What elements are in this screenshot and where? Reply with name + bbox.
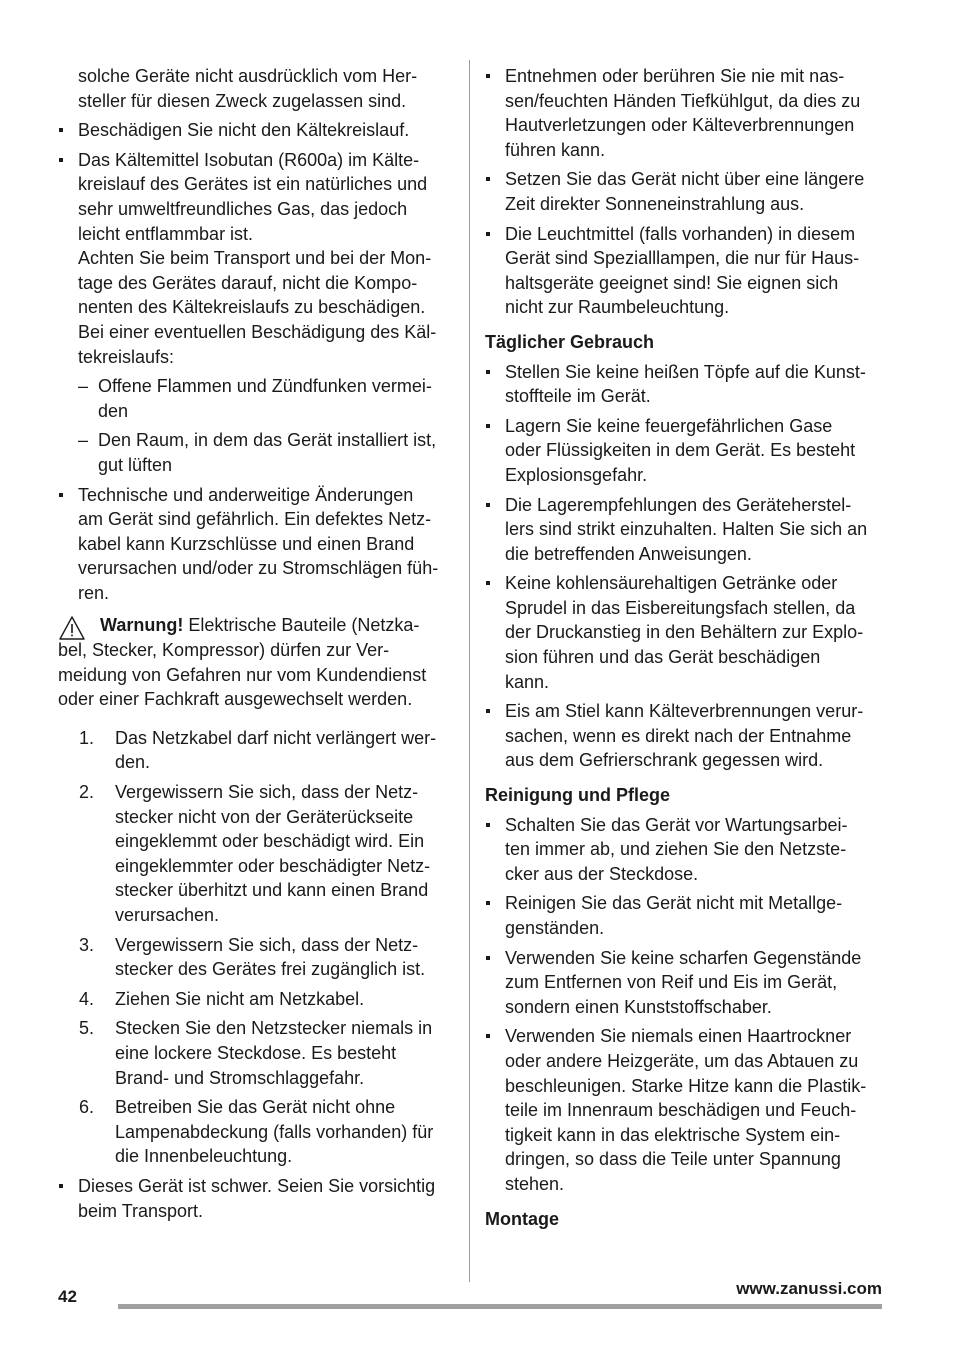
- text-line: verursachen und/oder zu Stromschlägen füh-: [78, 558, 439, 579]
- list-item: [58, 148, 458, 478]
- warning-text-cont: [58, 638, 458, 712]
- text-line: führen kann.: [505, 139, 606, 160]
- footer-url: www.zanussi.com: [736, 1279, 882, 1298]
- list-item: [485, 414, 885, 488]
- list-item: [485, 167, 885, 216]
- text-line: ten immer ab, und ziehen Sie den Netzste-: [505, 839, 847, 860]
- text-line: kreislauf des Gerätes ist ein natürliches und: [78, 174, 428, 195]
- text-line: leicht entflammbar ist.: [78, 223, 254, 244]
- text-line: Bei einer eventuellen Beschädigung des Käl-: [78, 321, 437, 342]
- text-line: steller für diesen Zweck zugelassen sind.: [78, 90, 407, 111]
- list-item: [58, 1174, 458, 1223]
- text-line: lers sind strikt einzuhalten. Halten Sie sich an: [505, 519, 868, 540]
- text-line: eingeklemmter oder beschädigter Netz-: [115, 855, 431, 876]
- list-item: [485, 64, 885, 162]
- text-line: Die Leuchtmittel (falls vorhanden) in diesem: [505, 223, 856, 244]
- list-item: [78, 374, 458, 423]
- text-line: Achten Sie beim Transport und bei der Mon-: [78, 248, 432, 269]
- list-item: [485, 222, 885, 320]
- text-line: gut lüften: [98, 454, 173, 475]
- text-line: aus dem Gefrierschrank gegessen wird.: [505, 750, 824, 771]
- right-bullet-list-1: [485, 64, 885, 320]
- text-line: – Den Raum, in dem das Gerät installiert ist,: [98, 430, 437, 451]
- text-line: dringen, so dass die Teile unter Spannung: [505, 1149, 841, 1170]
- text-line: oder einer Fachkraft ausgewechselt werden.: [58, 689, 413, 710]
- list-item: [485, 891, 885, 940]
- text-line: den.: [115, 752, 151, 773]
- text-line: stoffteile im Gerät.: [505, 386, 651, 407]
- text-line: verursachen.: [115, 905, 220, 925]
- list-item: 4. Ziehen Sie nicht am Netzkabel.: [58, 987, 458, 1012]
- text-line: Das Kältemittel Isobutan (R600a) im Kälte-: [78, 149, 420, 170]
- list-item: 5. Stecken Sie den Netzstecker niemals in eine lockere Steckdose. Es besteht Brand- und Stromschlaggefahr.: [58, 1016, 458, 1090]
- right-column: [485, 64, 885, 1231]
- cleaning-list: [485, 813, 885, 1197]
- text-line: Eis am Stiel kann Kälteverbrennungen verur-: [505, 701, 864, 722]
- text-line: genständen.: [505, 918, 605, 938]
- list-item: 1. Das Netzkabel darf nicht verlängert wer- den.: [58, 726, 458, 775]
- intro-text: [58, 64, 458, 113]
- text-line: Verwenden Sie keine scharfen Gegenstände: [505, 947, 862, 968]
- section-heading-installation: Montage: [485, 1208, 559, 1229]
- text-line: Vergewissern Sie sich, dass der Netz-: [115, 782, 419, 803]
- text-line: Verwenden Sie niemals einen Haartrockner: [505, 1026, 852, 1047]
- text-line: stecker des Gerätes frei zugänglich ist.: [115, 959, 426, 980]
- text-line: Zeit direkter Sonneneinstrahlung aus.: [505, 193, 805, 214]
- text-line: Reinigen Sie das Gerät nicht mit Metallge-: [505, 893, 843, 914]
- list-item: [485, 946, 885, 1020]
- text-line: bel, Stecker, Kompressor) dürfen zur Ver-: [58, 640, 390, 661]
- list-item: [485, 360, 885, 409]
- text-line: der Druckanstieg in den Behältern zur Explo-: [505, 622, 864, 643]
- left-column: [58, 64, 458, 1223]
- text-line: Die Lagerempfehlungen des Geräteherstel-: [505, 494, 852, 515]
- list-item: 6. Betreiben Sie das Gerät nicht ohne Lampenabdeckung (falls vorhanden) für die Innenbeleuchtung.: [58, 1095, 458, 1169]
- list-item: [58, 118, 458, 143]
- numbered-list: [58, 726, 458, 1169]
- list-item: [485, 1024, 885, 1196]
- text-line: eine lockere Steckdose. Es besteht: [115, 1042, 397, 1063]
- text-line: am Gerät sind gefährlich. Ein defektes Netz-: [78, 509, 432, 530]
- text-line: sehr umweltfreundliches Gas, das jedoch: [78, 198, 408, 219]
- text-line: ren.: [78, 582, 110, 603]
- text-line: Entnehmen oder berühren Sie nie mit nas-: [505, 66, 845, 86]
- text-line: Beschädigen Sie nicht den Kältekreislauf.: [78, 120, 410, 141]
- dash-list: [78, 374, 458, 477]
- text-line: Stellen Sie keine heißen Töpfe auf die Kunst-: [505, 361, 866, 382]
- list-item: [485, 493, 885, 567]
- warning-text: Elektrische Bauteile (Netzka-: [183, 615, 420, 636]
- text-line: nicht zur Raumbeleuchtung.: [505, 297, 730, 318]
- text-line: Vergewissern Sie sich, dass der Netz-: [115, 934, 419, 955]
- text-line: Lagern Sie keine feuergefährlichen Gase: [505, 415, 833, 436]
- text-line: sen/feuchten Händen Tiefkühlgut, da dies zu: [505, 90, 861, 111]
- text-line: Stecken Sie den Netzstecker niemals in: [115, 1018, 433, 1039]
- text-line: beschleunigen. Starke Hitze kann die Plastik-: [505, 1075, 867, 1096]
- text-line: Lampenabdeckung (falls vorhanden) für: [115, 1121, 434, 1142]
- text-line: Gerät sind Spezialllampen, die nur für Haus-: [505, 248, 860, 269]
- text-line: sondern einen Kunststoffschaber.: [505, 996, 772, 1017]
- text-line: stecker nicht von der Geräterückseite: [115, 806, 414, 827]
- text-line: cker aus der Steckdose.: [505, 863, 699, 884]
- section-heading-cleaning: Reinigung und Pflege: [485, 785, 670, 806]
- text-line: Keine kohlensäurehaltigen Getränke oder: [505, 573, 838, 594]
- text-line: Betreiben Sie das Gerät nicht ohne: [115, 1097, 396, 1118]
- list-item: 2. Vergewissern Sie sich, dass der Netz- stecker nicht von der Geräterückseite eingeklemmt oder beschädigt wird. Ein eingeklemmter oder beschädigter Netz- stecker überhitzt und kann einen Brand verursachen.: [58, 780, 458, 928]
- text-line: kabel kann Kurzschlüsse und einen Brand: [78, 533, 415, 554]
- text-line: Schalten Sie das Gerät vor Wartungsarbei-: [505, 814, 848, 835]
- text-line: beim Transport.: [78, 1200, 204, 1221]
- list-item: 3. Vergewissern Sie sich, dass der Netz- stecker des Gerätes frei zugänglich ist.: [58, 933, 458, 982]
- text-line: sachen, wenn es direkt nach der Entnahme: [505, 725, 852, 746]
- text-line: Setzen Sie das Gerät nicht über eine längere: [505, 169, 865, 190]
- text-line: Hautverletzungen oder Kälteverbrennungen: [505, 115, 855, 136]
- left-bullet-list-2: [58, 1174, 458, 1223]
- text-line: die betreffenden Anweisungen.: [505, 543, 752, 564]
- warning-triangle-icon: [58, 615, 86, 641]
- text-line: – Offene Flammen und Zündfunken vermei-: [98, 376, 432, 397]
- text-line: teile im Innenraum beschädigen und Feuch-: [505, 1100, 857, 1121]
- list-item: [58, 483, 458, 606]
- page-number: 42: [58, 1287, 77, 1306]
- text-line: haltsgeräte geeignet sind! Sie eignen sich: [505, 272, 839, 293]
- list-item: [78, 428, 458, 477]
- text-line: stecker überhitzt und kann einen Brand: [115, 880, 429, 901]
- text-line: den: [98, 400, 129, 421]
- text-line: die Innenbeleuchtung.: [115, 1146, 293, 1167]
- footer-bar: [118, 1304, 882, 1309]
- list-item: [485, 699, 885, 773]
- text-line: nenten des Kältekreislaufs zu beschädigen.: [78, 297, 426, 318]
- text-line: Explosionsgefahr.: [505, 464, 648, 485]
- text-line: oder andere Heizgeräte, um das Abtauen zu: [505, 1050, 859, 1071]
- text-line: Dieses Gerät ist schwer. Seien Sie vorsichtig: [78, 1175, 436, 1196]
- text-line: tekreislaufs:: [78, 346, 175, 367]
- text-line: kann.: [505, 671, 550, 692]
- text-line: zum Entfernen von Reif und Eis im Gerät,: [505, 972, 838, 993]
- text-line: Ziehen Sie nicht am Netzkabel.: [115, 988, 365, 1009]
- text-line: eingeklemmt oder beschädigt wird. Ein: [115, 831, 425, 852]
- column-divider: [469, 60, 470, 1282]
- daily-use-list: [485, 360, 885, 774]
- list-item: [485, 571, 885, 694]
- list-item: [485, 813, 885, 887]
- text-line: Das Netzkabel darf nicht verlängert wer-: [115, 727, 437, 748]
- text-line: Brand- und Stromschlaggefahr.: [115, 1067, 365, 1088]
- text-line: oder Flüssigkeiten in dem Gerät. Es besteht: [505, 440, 856, 461]
- text-line: solche Geräte nicht ausdrücklich vom Her-: [78, 66, 418, 86]
- text-line: meidung von Gefahren nur vom Kundendienst: [58, 664, 427, 685]
- text-line: Sprudel in das Eisbereitungsfach stellen, da: [505, 597, 856, 618]
- text-line: tage des Gerätes darauf, nicht die Kompo-: [78, 272, 418, 293]
- warning-box: [58, 613, 458, 711]
- warning-label: Warnung!: [100, 615, 184, 636]
- text-line: stehen.: [505, 1173, 565, 1194]
- text-line: Technische und anderweitige Änderungen: [78, 484, 414, 505]
- left-bullet-list-1: [58, 118, 458, 605]
- text-line: sion führen und das Gerät beschädigen: [505, 647, 821, 668]
- text-line: tigkeit kann in das elektrische System ein-: [505, 1124, 841, 1145]
- section-heading-daily-use: Täglicher Gebrauch: [485, 331, 655, 352]
